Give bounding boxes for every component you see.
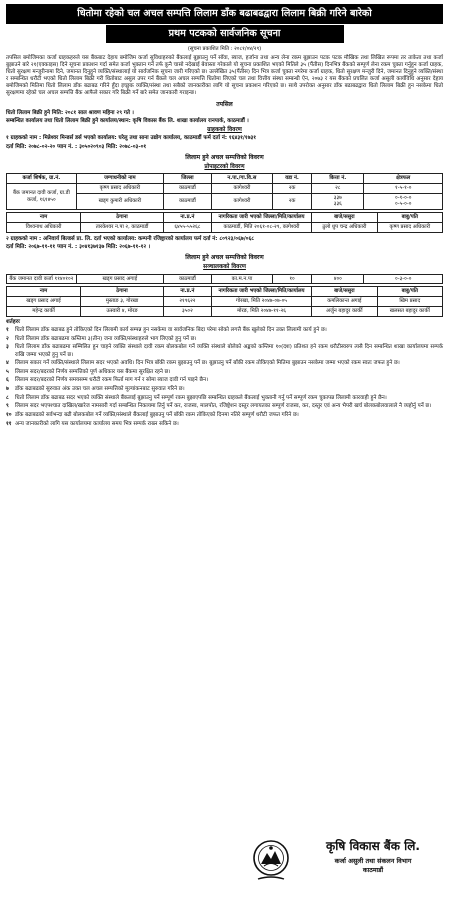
table-header: बाजे/ससुरा bbox=[312, 287, 377, 297]
table-header: ना.प्र.नं bbox=[163, 213, 211, 223]
client2-property-title: लिलाम हुने अचल सम्पत्तिको विवरण bbox=[185, 253, 264, 261]
table-cell: खिम प्रसाद bbox=[377, 297, 442, 307]
table-cell: कागेश्वरी bbox=[211, 183, 272, 193]
list-item bbox=[6, 377, 443, 384]
item-text: धितो लिलाम डाँक बढाबढमा सम्मिलित हुन चाहने व्यक्ति संस्थाले दावी रकम बोलकबोल गर्ने व्यक्ति संस्थाले बोलेको अङ्कको कम्तिमा १०(दश) प्रतिशत हने रकम धरौटीस्वरुप त्यसै दिन सम्बन्धित शाखा कार्यालयमा सम्पर्क राखि जम्मा भएको हुनु पर्ने छ। bbox=[15, 344, 443, 358]
item-number: ४ bbox=[6, 360, 9, 367]
list-item bbox=[6, 327, 443, 334]
auction-office-line: सम्बन्धित कार्यालय तथा धितो लिलाम बिक्री हुने कार्यालय/स्थान: कृषि विकास बैंक लि. शाखा कार्यालय रानपार्क, काठमाडौं । bbox=[6, 117, 249, 124]
table-cell: मुस्ताङ ३, गोरखा bbox=[81, 297, 164, 307]
client1-property-title: लिलाम हुने अचल सम्पत्तिको विवरण bbox=[185, 153, 264, 161]
client1-person-table bbox=[6, 212, 443, 233]
table-header: जिल्ला bbox=[163, 174, 211, 184]
client2-name-line: २ ग्राहकको नाम : अनिवार्य बिल्डर्स प्रा. लि. दर्ता भएको कार्यालय: कम्पनी रजिष्ट्रारको कार्यालय फर्म दर्ता नं: ८०९२३/०६७/०६८ bbox=[6, 235, 255, 242]
item-text: लिलाम सकार गर्ने व्यक्ति/संस्थाले लिलाम सदर भएको अवधि। दिन भित्र बाँकी रकम बुझाउनु पर्ने छ। बुझाउनु पर्ने बाँकी रकम तोकिएको मितिमा बुझाउन नसकेमा जम्मा भएको रकम स्वतः जफत हुने छ। bbox=[15, 360, 400, 367]
list-item bbox=[6, 344, 443, 358]
table-cell: तारकेश्वर न.पा २, काठमाडौं bbox=[81, 222, 164, 232]
table-header: क्षेत्रफल bbox=[364, 174, 443, 184]
published-date: (सूचना प्रकाशित मिति : २०८१/०४/२९) bbox=[187, 46, 262, 52]
item-text: डाँक बढाबढको सुरुवात अंक उक्त चल अचल सम्पत्तिको मूल्यांकनबाट सुरुवात गरिने छ। bbox=[15, 386, 185, 392]
table-cell: काठमाडौं, मिति २०६१-०८-२९, कागेश्वरी bbox=[211, 222, 311, 232]
table-header-row bbox=[7, 213, 443, 223]
table-cell: २१९६२२ bbox=[163, 297, 211, 307]
item-number: ५ bbox=[6, 368, 9, 375]
item-text: लिलाम सदर/बदरको निर्णय समयसम्म धरौटी रकम फिर्ता माग गर्न र सोमा ब्याज दावी गर्न पाइने छैन। bbox=[15, 377, 209, 384]
item-number: ११ bbox=[6, 420, 12, 427]
list-item bbox=[6, 403, 443, 410]
table-cell: महेन्द्र कार्की bbox=[7, 306, 81, 316]
table-header: बाबु/पति bbox=[377, 287, 442, 297]
table-header: ना.प्र.नं bbox=[163, 287, 211, 297]
table-header: न.पा./गा.वि.स bbox=[211, 174, 272, 184]
table-cell: २क bbox=[272, 193, 311, 210]
intro-paragraph: तपसिल बमोजिमका कर्जा ग्राहकहरुले यस बैंकबाट देहाय बमोजिम कर्जा सुविधाहरुको बैंकलाई बुझाउनु पर्ने साँवा, ब्याज, हर्जाना तथा अन्य लेना रकम बुझाउन पटक पटक मौखिक तथा लिखित रूपमा तर ताकेता तथा कर्जा बुझाउने बारे २१(एक्काइस) दिने सूचना प्रकाशन गर्दा समेत कर्जा भुक्तान गर्ने तर्फ कुनै चासो नदेखाई बेवास्ता गरेकाले यो सूचना प्रकाशित भएको मितिले ३५ (पैंतीस) दिनभित्र बैंकको सम्पूर्ण लेना रकम चुक्ता गर्नुहुन कर्जा ग्राहक, धितो सुरक्षण मन्जुरीनामा दिने, जमानत दिनुहुने व्यक्ति/संस्थालाई यो सार्वजनिक सूचना जारी गरिएको छ। उल्लेखित ३५(पैंतीस) दिन भित्र कर्जा चुक्ता नगरेमा कर्जा ग्राहक, धितो सुरक्षण मन्जुरी दिने, जमानत दिनुहुने व्यक्ति/संस्था र सम्बन्धित धरौटी भएको धितो लिलाम बिक्री गरी धितोबाट असुल उपर गर्न बैंकले चल अचल सम्पत्ति धितोमा लिएको चल तथा वित्तीय संस्था सम्बन्धी ऐन, २०७३ र यस बैंकको प्रचलित कर्जा असुली कार्यविधि अनुसार देहाय बमोजिमको मितिमा धितो लिलाम डाँक बढाबढ गरिने हुँदा इच्छुक व्यक्ति/संस्था तथा सबैको जानकारीका लागि यो सूचना प्रकाशन गरिएको छ। साथै उपरोक्त अनुसार डाँक बढाबढद्वारा धितो लिलाम बिक्री हुन नसकेमा धितो सुरक्षणमा रहेको चल अचल सम्पत्ति बैंक आफैले सकार गरि बिक्री गर्ने बारे समेत जानकारी गराइन्छ। bbox=[6, 54, 443, 97]
table-header: बाबु/पति bbox=[377, 213, 442, 223]
table-row bbox=[7, 183, 443, 193]
item-text: लिलाम सदर भएपश्चात दाखिल/खारेज नामसारी गर्दा सम्बन्धित निकायमा तिर्नु पर्ने कर, राजस्व, मालपोत, रजिष्ट्रेशन दस्तुर लगायतका सम्पूर्ण राजस्व, कर, दस्तुर एवं अन्य भैपरी खर्च बोलकबोलवालाले नै व्यहोर्नु पर्ने छ। bbox=[15, 403, 432, 410]
item-text: धितो लिलाम डाँक बढाबढ सदर भएको व्यक्ति संस्थाले बैंकलाई बुझाउनु पर्ने सम्पूर्ण रकम बुझाएपछि सम्बन्धित ग्राहकले बैंकलाई भुक्तानी गर्नु पर्ने सम्पूर्ण रकम चुकापन्न लिलामी कारवाही हुने छैन। bbox=[15, 394, 387, 401]
table-header: कर्जा शिर्षक, ग्रा.नं. bbox=[7, 174, 77, 184]
table-cell: खड्ग कुमारी अधिकारी bbox=[76, 193, 163, 210]
table-cell: ३५०२ bbox=[163, 306, 211, 316]
table-row bbox=[7, 306, 443, 316]
item-text: धितो लिलाम डाँक बढाबढ हुने तोकिएको दिन लिलामी कार्य सम्पन्न हुन नसकेमा वा सार्वजनिक बिदा परेमा सोको लगत्तै बैंक खुलेको दिन उक्त लिलामी कार्य हुने छ। bbox=[15, 327, 327, 334]
table-header: नाम bbox=[7, 213, 81, 223]
table-header-row bbox=[7, 287, 443, 297]
item-number: ३ bbox=[6, 344, 9, 351]
client1-name-line: १ ग्राहकको नाम : मिन्नेश्वर मिन्डर्स डर्स भएको कार्यालय: घरेलु तथा साना उद्योग कार्यालय, काठमाडौं फर्म दर्ता नं: १६४३१/१७३१ bbox=[6, 135, 257, 142]
table-cell: ऊस्वारी ४, मोरङ bbox=[81, 306, 164, 316]
table-header: नागरिकता जारी भएको जिल्ला/मिति/कार्यालय bbox=[211, 213, 311, 223]
table-cell: ठुलो धुप चन्द्र अधिकारी bbox=[312, 222, 377, 232]
item-number: १ bbox=[6, 327, 9, 334]
list-item bbox=[6, 412, 443, 419]
table-cell: ४०० bbox=[312, 274, 364, 284]
bank-name: कृषि विकास बैंक लि. bbox=[326, 839, 420, 853]
table-header: बाजे/ससुरा bbox=[312, 213, 377, 223]
bank-signature-block bbox=[298, 839, 448, 875]
table-cell: खड्ग प्रसाद अगाई bbox=[76, 274, 163, 284]
department-name: कर्जा असुली तथा संकलन विभाग bbox=[334, 856, 412, 865]
table-cell: का.म.न.पा bbox=[211, 274, 272, 284]
table-cell: बैंक जमानत दावी कर्जा, ग्रा.डी कर्जा, १६१४५० bbox=[7, 183, 77, 209]
table-cell: खड्ग प्रसाद अगाई bbox=[7, 297, 81, 307]
table-cell: खलसत बहादुर कार्की bbox=[377, 306, 442, 316]
table-cell: १० bbox=[272, 274, 311, 284]
table-header: कित्ता नं. bbox=[312, 174, 364, 184]
item-text: धितो लिलाम डाँक बढाबढमा कम्तिमा ३(तीन) जना व्यक्ति/संस्थाहरुले भाग लिएको हुनु पर्ने छ। bbox=[15, 335, 197, 342]
table-cell: गोरखा, मिति २०४७-०७-०५ bbox=[211, 297, 311, 307]
table-cell: काठमाडौं bbox=[163, 193, 211, 210]
table-cell: ०-१-०-० ०-५-०-० bbox=[364, 193, 443, 210]
table-cell: ३३७ ३३६ bbox=[312, 193, 364, 210]
notice-footer bbox=[6, 831, 443, 891]
auction-date-line: धितो लिलाम बिक्री हुने मिति: २०८१ साल श्रावण महिना २९ गते । bbox=[6, 109, 134, 116]
table-cell: २क bbox=[272, 183, 311, 193]
item-number: १० bbox=[6, 411, 12, 418]
table-row bbox=[7, 297, 443, 307]
table-row bbox=[7, 222, 443, 232]
terms-section bbox=[6, 319, 443, 428]
item-number: ७ bbox=[6, 386, 9, 392]
client-heading: ग्राहकको विवरण bbox=[207, 126, 242, 133]
list-item bbox=[6, 395, 443, 402]
item-text: अन्य जानकारीको लागि यस कार्यालयमा कार्यालय समय भित्र सम्पर्क राख्न सकिने छ। bbox=[15, 420, 179, 427]
table-row bbox=[7, 274, 443, 284]
table-cell: २८ bbox=[312, 183, 364, 193]
table-cell: काठमाडौं bbox=[163, 274, 211, 284]
client2-property-table bbox=[6, 274, 443, 285]
table-cell: १-५-१-० bbox=[364, 183, 443, 193]
table-cell: कृष्ण प्रसाद अधिकारी bbox=[76, 183, 163, 193]
list-item bbox=[6, 360, 443, 367]
terms-heading: शर्तहरुः bbox=[6, 318, 20, 325]
client1-property-table bbox=[6, 173, 443, 210]
table-header: नाम bbox=[7, 287, 81, 297]
table-cell: कृष्ण प्रसाद अधिकारी bbox=[377, 222, 442, 232]
list-item bbox=[6, 386, 443, 393]
table-header: जग्गाधनीको नाम bbox=[76, 174, 163, 184]
table-cell: बैंक जमानत दावी कर्जा ११४०१०२ bbox=[7, 274, 77, 284]
notice-title: धितोमा रहेको चल अचल सम्पत्ति लिलाम डाँक बढाबढद्वारा लिलाम बिक्री गरिने बारेको bbox=[6, 4, 443, 24]
list-item bbox=[6, 369, 443, 376]
table-cell: कमलिकान्त अगाई bbox=[312, 297, 377, 307]
list-item bbox=[6, 336, 443, 343]
list-item bbox=[6, 421, 443, 428]
item-text: लिलाम सदर/बदरको निर्णय सम्पत्तिको पूर्ण अधिकार यस बैंकमा सुरक्षित रहने छ। bbox=[15, 368, 171, 375]
client2-reg-line: दर्ता मिति: २०६७-११-११ प्यान नं. : ३०४१३७१३७ मिति: २०६७-११-१२ । bbox=[6, 243, 151, 250]
client2-person-table bbox=[6, 286, 443, 316]
office-location: काठमाडौं bbox=[362, 867, 384, 875]
item-text: डाँक बढाबढको सर्वभन्दा बढी बोलकबोल गर्ने व्यक्ति/संस्थाले बैंकलाई बुझाउनु पर्ने बाँकी रकम तोकिएको दिनमा नतिरे सम्पूर्ण धरौटी जफत गरिने छ। bbox=[15, 411, 299, 418]
notice-subtitle: प्रथम पटकको सार्वजनिक सूचना bbox=[106, 25, 344, 43]
table-header: ठेगाना bbox=[81, 287, 164, 297]
table-cell: अर्जुन बहादुर कार्की bbox=[312, 306, 377, 316]
table-header: ठेगाना bbox=[81, 213, 164, 223]
table-header: नागरिकता जारी भएको जिल्ला/मिति/कार्यालय bbox=[211, 287, 311, 297]
item-number: ९ bbox=[6, 403, 9, 410]
table-cell: ०-३-०-० bbox=[364, 274, 443, 284]
item-number: ८ bbox=[6, 394, 9, 401]
table-cell: ६४५५-५५२६८ bbox=[163, 222, 211, 232]
table-header: वडा नं. bbox=[272, 174, 311, 184]
client1-property-subtitle: प्रोपाइटरको विवरण bbox=[204, 163, 245, 170]
client1-reg-line: दर्ता मिति: २०७८-०२-२० प्यान नं. : ३०५०२०९०३ मिति: २०७८-०३-०१ bbox=[6, 143, 147, 150]
table-cell: काठमाडौं bbox=[163, 183, 211, 193]
client2-property-subtitle: सञ्चालकको विवरण bbox=[203, 263, 246, 270]
table-header-row bbox=[7, 174, 443, 184]
table-cell: मोरङ, मिति २०४७-११-२६ bbox=[211, 306, 311, 316]
table-cell: विश्वनाथ अधिकारी bbox=[7, 222, 81, 232]
schedule-heading: तपसिल bbox=[216, 100, 233, 108]
item-number: २ bbox=[6, 335, 9, 342]
bank-logo-icon bbox=[252, 839, 290, 883]
item-number: ६ bbox=[6, 377, 9, 384]
table-cell: कागेश्वरी bbox=[211, 193, 272, 210]
